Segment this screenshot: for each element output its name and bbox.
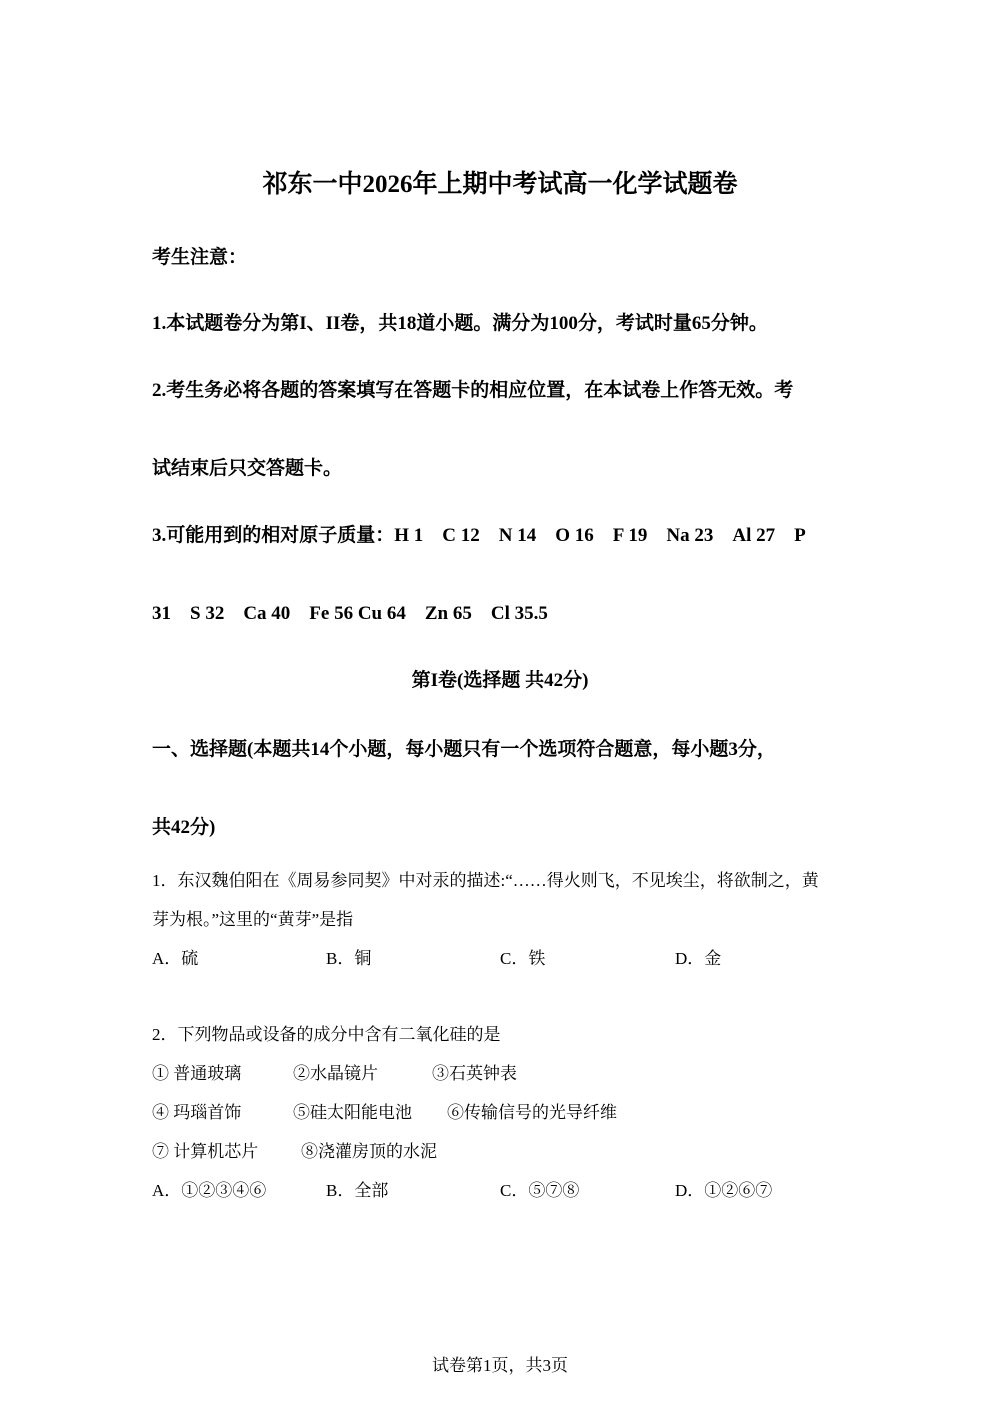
question-2-item-8: ⑧浇灌房顶的水泥: [301, 1142, 437, 1161]
notice-item-2-line-2: 试结束后只交答题卡。: [152, 458, 343, 479]
question-1-stem-line-1: 1．东汉魏伯阳在《周易参同契》中对汞的描述:“……得火则飞，不见埃尘，将欲制之，黄: [152, 871, 819, 890]
page-footer: 试卷第1页，共3页: [432, 1356, 568, 1375]
notice-item-1: 1.本试题卷分为第I、II卷，共18道小题。满分为100分，考试时量65分钟。: [152, 313, 768, 334]
question-2-stem: 2．下列物品或设备的成分中含有二氧化硅的是: [152, 1025, 501, 1044]
question-2-option-a: A．①②③④⑥: [152, 1181, 267, 1200]
question-2-item-2: ②水晶镜片: [293, 1064, 378, 1083]
part1-title: 第I卷(选择题 共42分): [411, 670, 589, 691]
question-1-option-c: C．铁: [500, 949, 546, 968]
section-heading-line-1: 一、选择题(本题共14个小题，每小题只有一个选项符合题意，每小题3分，: [152, 739, 776, 760]
question-1-option-b: B．铜: [326, 949, 372, 968]
question-2-item-4: ④ 玛瑙首饰: [152, 1103, 242, 1122]
question-2-item-6: ⑥传输信号的光导纤维: [447, 1103, 617, 1122]
section-heading-line-2: 共42分): [152, 817, 216, 838]
notice-item-3-line-1: 3.可能用到的相对原子质量：H 1 C 12 N 14 O 16 F 19 Na 23 Al 27 P: [152, 525, 806, 546]
question-2-item-3: ③石英钟表: [432, 1064, 517, 1083]
question-2-option-d: D．①②⑥⑦: [675, 1181, 773, 1200]
question-1-option-a: A．硫: [152, 949, 199, 968]
question-2-item-7: ⑦ 计算机芯片: [152, 1142, 259, 1161]
notice-heading: 考生注意：: [152, 247, 248, 268]
question-2-item-5: ⑤硅太阳能电池: [293, 1103, 412, 1122]
notice-item-2-line-1: 2.考生务必将各题的答案填写在答题卡的相应位置，在本试卷上作答无效。考: [152, 380, 794, 401]
notice-item-3-line-2: 31 S 32 Ca 40 Fe 56 Cu 64 Zn 65 Cl 35.5: [152, 603, 548, 624]
question-1-stem-line-2: 芽为根。”这里的“黄芽”是指: [152, 910, 354, 929]
question-2-option-b: B．全部: [326, 1181, 389, 1200]
question-1-option-d: D．金: [675, 949, 722, 968]
question-2-item-1: ① 普通玻璃: [152, 1064, 242, 1083]
question-2-option-c: C．⑤⑦⑧: [500, 1181, 580, 1200]
exam-title: 祁东一中2026年上期中考试高一化学试题卷: [262, 171, 738, 198]
